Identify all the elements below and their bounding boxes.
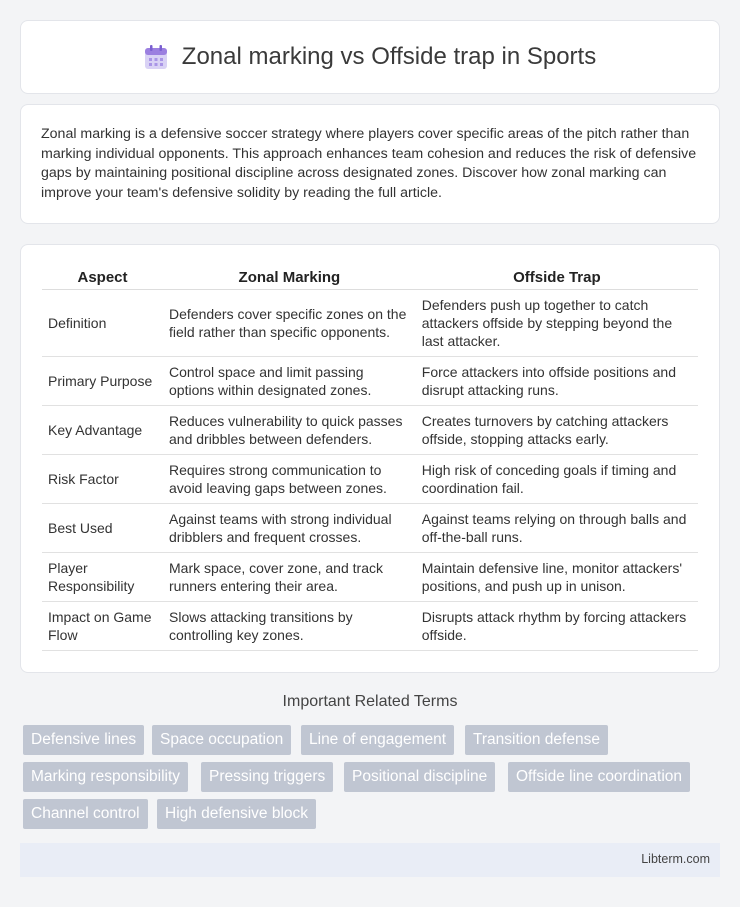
comparison-table-card (20, 244, 720, 673)
footer (20, 843, 720, 877)
row-zonal: Requires strong communication to avoid leaving gaps between zones. (163, 455, 416, 504)
table-row (42, 357, 698, 406)
table-row (42, 553, 698, 602)
footer-brand-link[interactable]: Libterm.com (641, 852, 710, 866)
row-aspect: Risk Factor (42, 455, 163, 504)
row-offside: Maintain defensive line, monitor attackers' positions, and push up in unison. (416, 553, 698, 602)
table-row (42, 406, 698, 455)
row-aspect: Definition (42, 290, 163, 357)
header-aspect: Aspect (42, 265, 163, 290)
row-zonal: Control space and limit passing options within designated zones. (163, 357, 416, 406)
intro-text: Zonal marking is a defensive soccer strategy where players cover specific areas of the pitch rather than marking individual opponents. This approach enhances team cohesion and reduces the risk of defensive gaps by maintaining positional discipline across designated zones. Discover how zonal marking can improve your team's defensive solidity by reading the full article. (41, 126, 697, 201)
intro-card (20, 104, 720, 224)
table-row (42, 290, 698, 357)
row-offside: Force attackers into offside positions and disrupt attacking runs. (416, 357, 698, 406)
page-title: Zonal marking vs Offside trap in Sports (181, 43, 597, 70)
header-zonal-marking: Zonal Marking (163, 265, 416, 290)
tag-channel-control[interactable]: Channel control (23, 799, 148, 829)
tag-pressing-triggers[interactable]: Pressing triggers (201, 762, 333, 792)
tag-space-occupation[interactable]: Space occupation (152, 725, 291, 755)
tag-transition-defense[interactable]: Transition defense (465, 725, 608, 755)
table-row (42, 455, 698, 504)
row-zonal: Slows attacking transitions by controlling key zones. (163, 602, 416, 651)
comparison-table (42, 265, 698, 651)
row-aspect: Best Used (42, 504, 163, 553)
table-header-row (42, 265, 698, 290)
row-aspect: Key Advantage (42, 406, 163, 455)
row-zonal: Against teams with strong individual dribblers and frequent crosses. (163, 504, 416, 553)
tag-marking-responsibility[interactable]: Marking responsibility (23, 762, 188, 792)
row-zonal: Reduces vulnerability to quick passes and dribbles between defenders. (163, 406, 416, 455)
related-terms-title: Important Related Terms (282, 693, 458, 710)
header-card (20, 20, 720, 94)
row-zonal: Defenders cover specific zones on the field rather than specific opponents. (163, 290, 416, 357)
tag-offside-line-coordination[interactable]: Offside line coordination (508, 762, 690, 792)
row-offside: Disrupts attack rhythm by forcing attackers offside. (416, 602, 698, 651)
row-zonal: Mark space, cover zone, and track runners entering their area. (163, 553, 416, 602)
row-offside: High risk of conceding goals if timing and coordination fail. (416, 455, 698, 504)
header-offside-trap: Offside Trap (416, 265, 698, 290)
row-offside: Defenders push up together to catch attackers offside by stepping beyond the last attacker. (416, 290, 698, 357)
tag-positional-discipline[interactable]: Positional discipline (344, 762, 495, 792)
row-offside: Against teams relying on through balls and off-the-ball runs. (416, 504, 698, 553)
table-row (42, 504, 698, 553)
table-row (42, 602, 698, 651)
tag-defensive-lines[interactable]: Defensive lines (23, 725, 144, 755)
row-aspect: Primary Purpose (42, 357, 163, 406)
tag-high-defensive-block[interactable]: High defensive block (157, 799, 316, 829)
tag-line-of-engagement[interactable]: Line of engagement (301, 725, 454, 755)
calendar-icon (144, 44, 168, 70)
row-aspect: Player Responsibility (42, 553, 163, 602)
row-offside: Creates turnovers by catching attackers offside, stopping attacks early. (416, 406, 698, 455)
row-aspect: Impact on Game Flow (42, 602, 163, 651)
